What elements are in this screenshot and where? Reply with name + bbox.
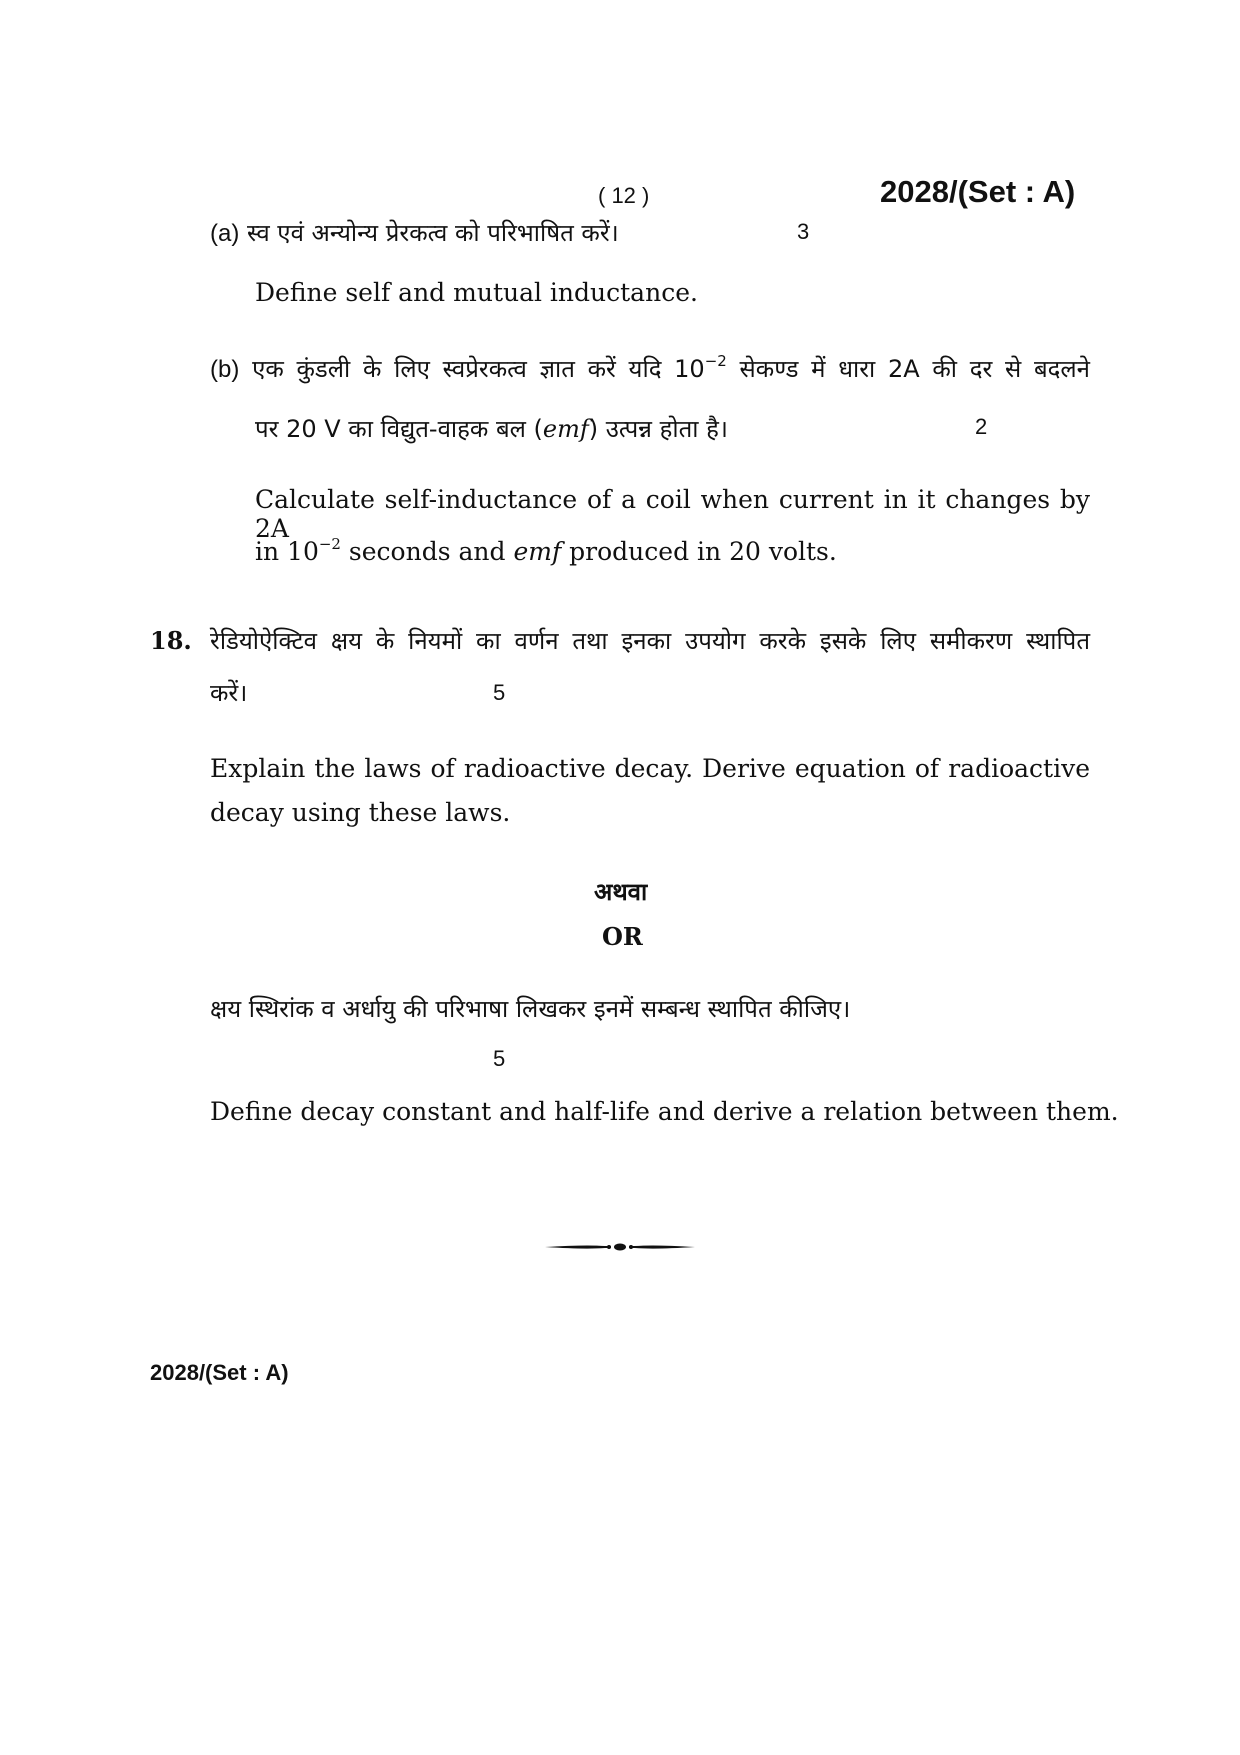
q18-english-line-1: Explain the laws of radioactive decay. Derive equation of radioactive [210, 754, 1090, 783]
q17b-hindi-line1-post: सेकण्ड में धारा 2A की दर से बदलने [726, 355, 1090, 383]
q18-english-line-2: decay using these laws. [210, 798, 511, 827]
q17b-hindi-line1-pre: एक कुंडली के लिए स्वप्रेरकत्व ज्ञात करें यदि 10 [252, 355, 705, 383]
q17a-english: Define self and mutual inductance. [255, 278, 698, 307]
q17a-hindi-text: स्व एवं अन्योन्य प्रेरकत्व को परिभाषित करें। [246, 219, 619, 247]
q18-number: 18. [150, 626, 192, 655]
q17b-hindi-exponent: −2 [704, 352, 727, 370]
q18-hindi-line-1: रेडियोऐक्टिव क्षय के नियमों का वर्णन तथा इनका उपयोग करके इसके लिए समीकरण स्थापित [210, 627, 1090, 655]
q17b-hindi-line2-post: ) उत्पन्न होता है। [588, 415, 728, 443]
q17b-hindi-emf: emf [542, 415, 589, 443]
q17a-label: (a) [210, 220, 240, 247]
q17b-marks: 2 [975, 414, 988, 439]
set-code-footer: 2028/(Set : A) [150, 1360, 289, 1385]
or-english: OR [602, 922, 643, 951]
q18-hindi-line-2: करें। [210, 679, 248, 707]
q18-marks: 5 [493, 680, 506, 705]
q17b-english-line2-post: produced in 20 volts. [561, 537, 837, 566]
or-hindi: अथवा [594, 878, 648, 906]
q17a-marks: 3 [797, 219, 810, 244]
q17a-hindi-line [210, 216, 619, 249]
set-code-header: 2028/(Set : A) [880, 174, 1076, 209]
q17b-hindi-line-1 [210, 352, 1090, 385]
q17b-label: (b) [210, 356, 240, 383]
q18-alt-marks: 5 [493, 1046, 506, 1071]
q17b-english-line2-pre: in 10 [255, 537, 319, 566]
page-number: ( 12 ) [598, 183, 650, 208]
q17b-english-exponent: −2 [318, 535, 341, 553]
q17b-hindi-line-2 [255, 412, 728, 445]
end-ornament-divider [545, 1240, 695, 1254]
q18-alt-english: Define decay constant and half-life and derive a relation between them. [210, 1097, 1119, 1126]
q17b-english-line-1: Calculate self-inductance of a coil when current in it changes by 2A [255, 485, 1090, 543]
q18-alt-hindi: क्षय स्थिरांक व अर्धायु की परिभाषा लिखकर इनमें सम्बन्ध स्थापित कीजिए। [210, 995, 851, 1023]
q17b-english-emf: emf [513, 537, 562, 566]
q17b-hindi-line2-pre: पर 20 V का विद्युत-वाहक बल ( [255, 415, 543, 443]
q17b-english-line2-mid: seconds and [340, 537, 514, 566]
q17b-english-line-2 [255, 537, 837, 566]
